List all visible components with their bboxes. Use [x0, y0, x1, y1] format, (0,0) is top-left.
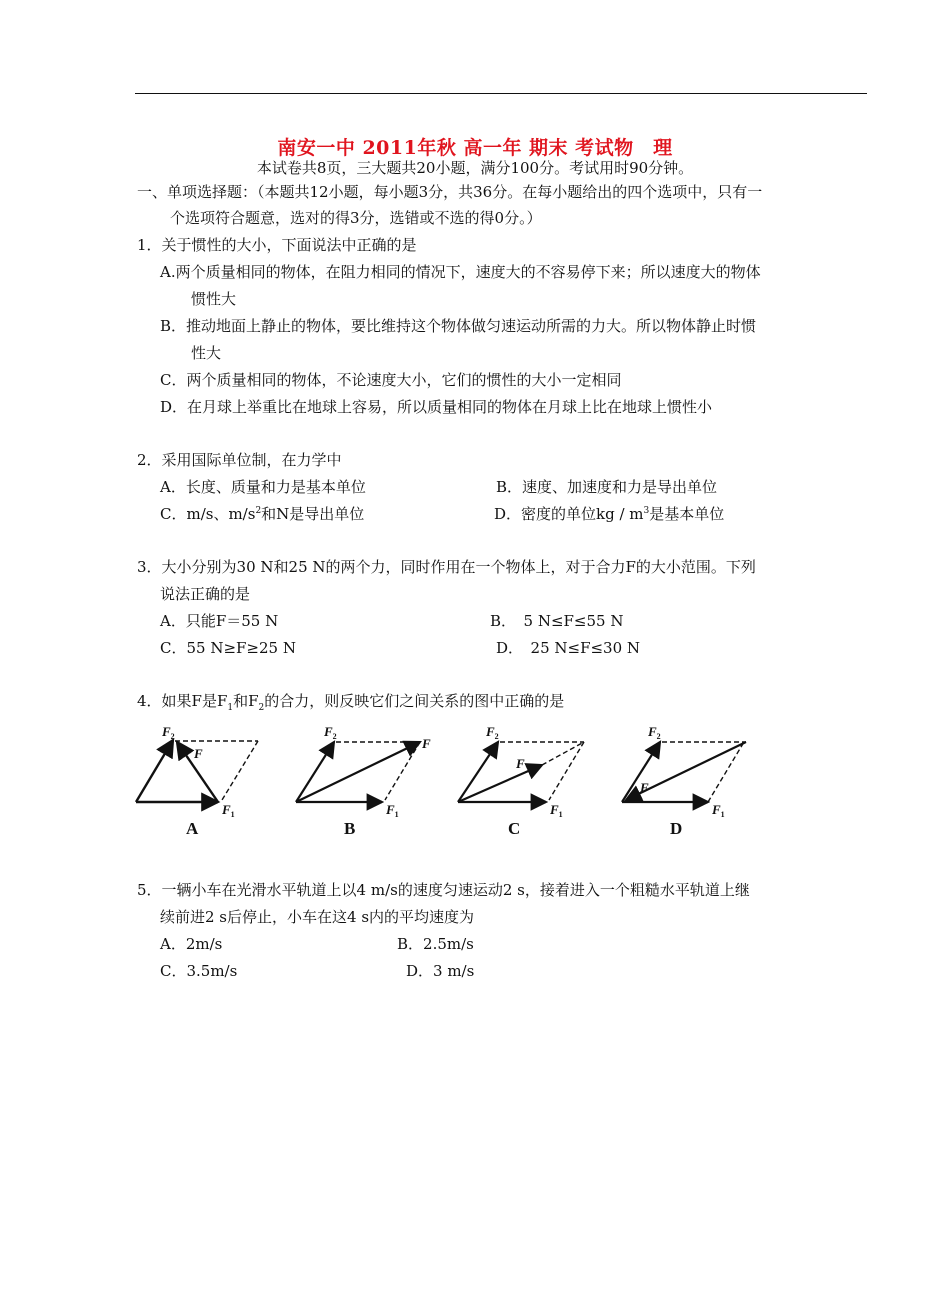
q2-option-c-superscript: 2: [255, 506, 262, 516]
q4c-f1-label: $F_1$: [550, 802, 563, 819]
q5-option-c: C．3.5m/s: [160, 962, 238, 980]
q4b-f1-label: $F_1$: [386, 802, 399, 819]
q4c-dashed-diagonal: [542, 742, 584, 765]
q1-option-c: C．两个质量相同的物体，不论速度大小，它们的惯性的大小一定相同: [160, 371, 622, 389]
exam-title: 南安一中 2011年秋 高一年 期末 考试物 理: [277, 137, 673, 159]
q4-stem-text-end: 的合力，则反映它们之间关系的图中正确的是: [264, 692, 565, 710]
q2-option-c-text: C．m/s、m/s: [160, 505, 256, 523]
q2-option-c-text-end: 和N是导出单位: [261, 505, 365, 523]
q2-option-d-superscript: 3: [643, 506, 650, 516]
q4-diagram-d: [612, 720, 762, 840]
q4d-f1-label: $F_1$: [712, 802, 725, 819]
q4-diagram-a: [130, 720, 270, 840]
q1-option-b-line1: B．推动地面上静止的物体，要比维持这个物体做匀速运动所需的力大。所以物体静止时惯: [160, 317, 757, 335]
q4-diagram-c: [450, 720, 600, 840]
q3-option-b: B． 5 N≤F≤55 N: [490, 612, 624, 630]
q4a-f1-label: $F_1$: [222, 802, 235, 819]
q4d-f2-label: $F_2$: [648, 724, 661, 741]
q2-option-d: [494, 504, 724, 524]
q4-stem-subscript-2: 2: [258, 703, 265, 713]
q2-option-a: A．长度、质量和力是基本单位: [160, 478, 366, 496]
q2-option-b: B．速度、加速度和力是导出单位: [496, 478, 718, 496]
q1-option-a-line1: A.两个质量相同的物体，在阻力相同的情况下，速度大的不容易停下来；所以速度大的物体: [160, 263, 761, 281]
q4-stem-text-mid: 和F: [233, 692, 259, 710]
q4-diagram-b: [288, 720, 438, 840]
q4a-dashed-side: [222, 741, 258, 800]
q4-caption-a: A: [186, 819, 199, 838]
q5-option-d: D．3 m/s: [406, 962, 475, 980]
q4-stem: [137, 691, 564, 711]
q4c-dashed-side: [549, 742, 584, 800]
q4-stem-subscript-1: 1: [227, 703, 234, 713]
q3-option-a: A．只能F＝55 N: [160, 612, 279, 630]
q4a-f2-label: $F_2$: [162, 724, 175, 741]
q2-stem: 2．采用国际单位制，在力学中: [137, 451, 342, 469]
q2-option-d-text-end: 是基本单位: [649, 505, 725, 523]
q4c-f2-label: $F_2$: [486, 724, 499, 741]
q4-caption-c: C: [508, 819, 521, 838]
q5-stem-line2: 续前进2 s后停止，小车在这4 s内的平均速度为: [160, 908, 475, 926]
q1-option-d: D．在月球上举重比在地球上容易，所以质量相同的物体在月球上比在地球上惯性小: [160, 398, 713, 416]
q4a-f2-vector: [136, 740, 173, 802]
q1-stem: 1．关于惯性的大小，下面说法中正确的是: [137, 236, 417, 254]
q4-caption-d: D: [670, 819, 683, 838]
section1-instruction-line2: 个选项符合题意，选对的得3分，选错或不选的得0分。）: [170, 209, 542, 227]
q4-stem-text: 4．如果F是F: [137, 692, 228, 710]
q1-option-a-line2: 惯性大: [191, 290, 237, 308]
q3-option-d: D． 25 N≤F≤30 N: [496, 639, 641, 657]
q2-option-c: [160, 504, 364, 524]
q5-option-a: A．2m/s: [160, 935, 223, 953]
q4-caption-b: B: [344, 819, 356, 838]
q3-stem-line1: 3．大小分别为30 N和25 N的两个力，同时作用在一个物体上，对于合力F的大小范围。下列: [137, 558, 756, 576]
q4c-f-label: F: [516, 756, 525, 771]
q2-option-d-text: D．密度的单位kg / m: [494, 505, 644, 523]
q5-option-b: B．2.5m/s: [397, 935, 474, 953]
q3-stem-line2: 说法正确的是: [160, 585, 251, 603]
q3-option-c: C．55 N≥F≥25 N: [160, 639, 296, 657]
section1-instruction-line1: 一、单项选择题：（本题共12小题，每小题3分，共36分。在每小题给出的四个选项中，只有一: [137, 183, 763, 201]
header-rule: [135, 93, 867, 94]
q4b-f2-label: $F_2$: [324, 724, 337, 741]
q4d-f-label: F: [640, 780, 649, 795]
q5-stem-line1: 5．一辆小车在光滑水平轨道上以4 m/s的速度匀速运动2 s，接着进入一个粗糙水平轨道上继: [137, 881, 750, 899]
q4b-f-label: F: [422, 736, 431, 751]
exam-subtitle: 本试卷共8页，三大题共20小题，满分100分。考试用时90分钟。: [256, 159, 694, 177]
q1-option-b-line2: 性大: [191, 344, 222, 362]
q4a-f-label: F: [194, 746, 203, 761]
